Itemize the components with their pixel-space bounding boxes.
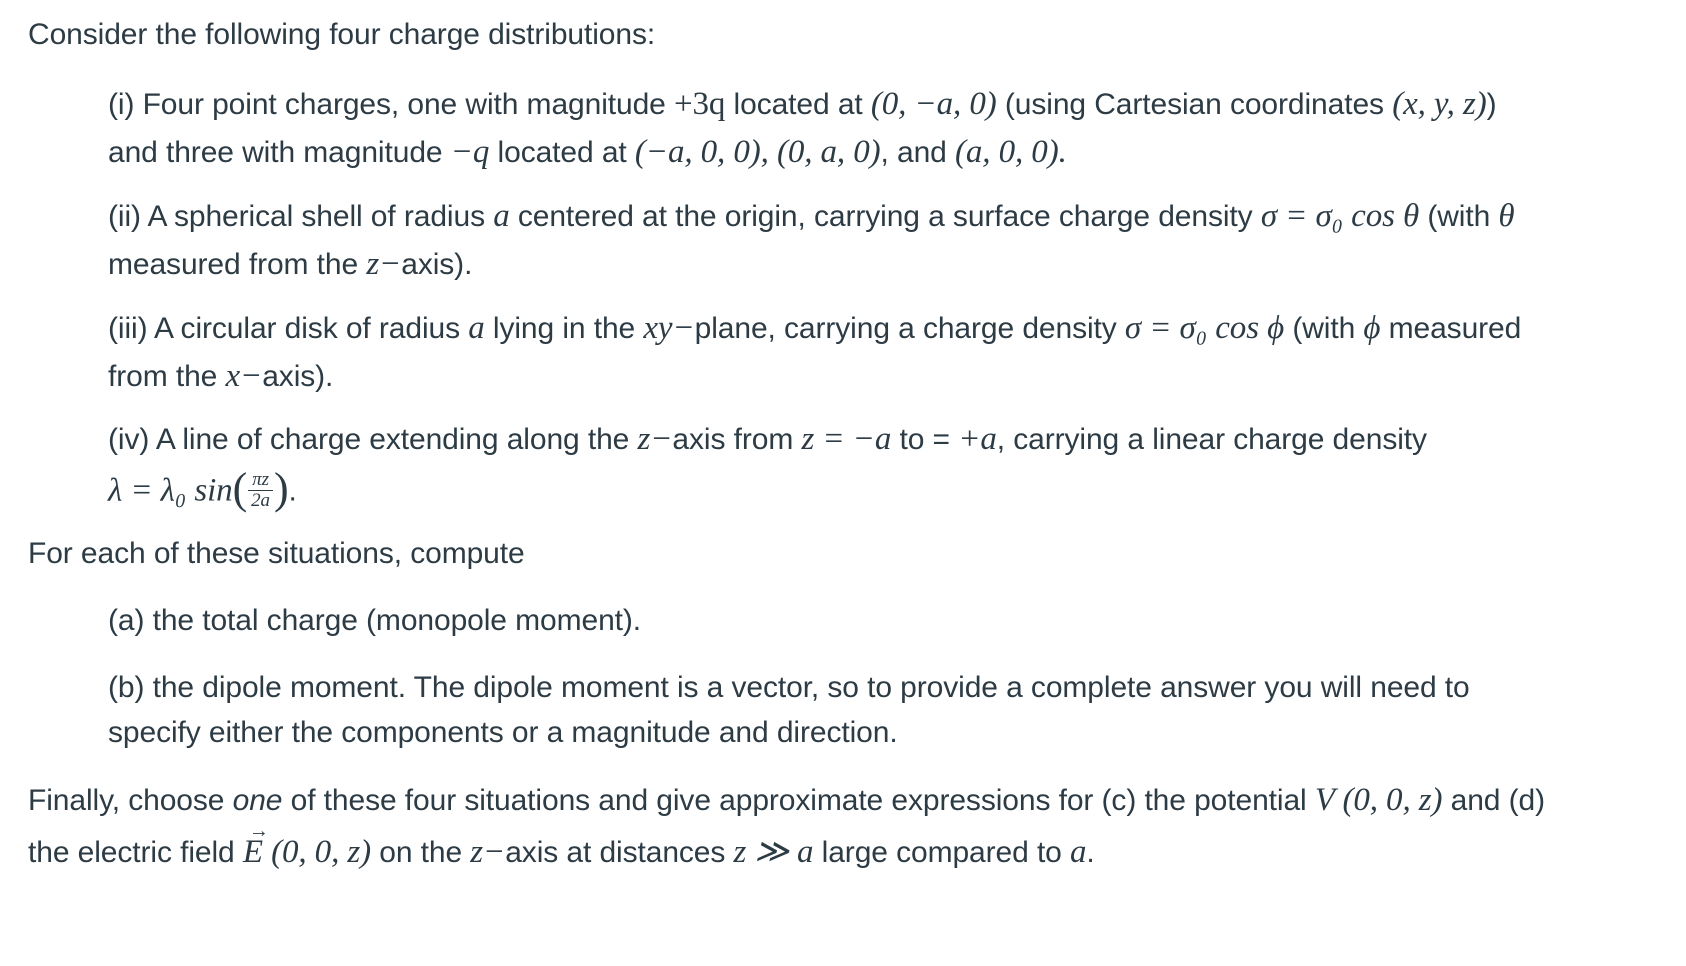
math-expression: a (468, 310, 485, 346)
item-iii-line-1 (108, 310, 1521, 358)
item-iii-text: measured (1380, 312, 1522, 345)
item-iii-text: (iii) A circular disk of radius (108, 312, 469, 345)
item-i-text: (i) Four point charges, one with magnitude (108, 88, 674, 121)
item-i-text: ) (1486, 88, 1497, 121)
vector-arrow-icon: → (248, 820, 269, 842)
item-iii (108, 310, 1521, 395)
item-ii-text: measured from the (108, 248, 367, 281)
final-paragraph (28, 782, 1545, 871)
vector-e (242, 820, 269, 871)
math-expression: +a (958, 421, 997, 457)
item-iii-text: from the (108, 360, 226, 393)
math-expression: +3q (674, 86, 726, 122)
math-expression: xy− (643, 310, 695, 346)
compute-intro-text: For each of these situations, compute (28, 537, 525, 570)
right-paren: ) (273, 464, 289, 513)
math-expression: V (0, 0, z) (1314, 782, 1443, 818)
fraction (248, 470, 273, 511)
math-expression: σ = σ₀ cos ϕ (1124, 310, 1285, 346)
math-expression: (0, 0, z) (262, 834, 372, 870)
math-expression: σ = σ₀ cos θ (1260, 198, 1420, 234)
final-text: axis at distances (505, 836, 734, 869)
final-text: . (1086, 836, 1095, 869)
final-text: on the (371, 836, 471, 869)
fraction-numerator: πz (248, 470, 273, 491)
left-paren: ( (232, 464, 248, 513)
item-i-line-2 (108, 134, 1496, 171)
emphasis-text: one (232, 784, 283, 817)
math-expression: z− (366, 246, 402, 282)
item-ii-text: centered at the origin, carrying a surface charge density (509, 200, 1261, 233)
item-iv-text: to = (891, 423, 959, 456)
final-text: of these four situations and give approximate expressions for (c) the potential (282, 784, 1315, 817)
item-ii (108, 198, 1515, 283)
math-expression: x− (225, 358, 263, 394)
item-ii-text: axis). (401, 248, 473, 281)
math-expression: ϕ (1363, 310, 1381, 346)
item-i (108, 86, 1496, 171)
item-i-text: located at (489, 136, 635, 169)
item-iv-text: (iv) A line of charge extending along the (108, 423, 638, 456)
item-iv-line-2 (108, 464, 1427, 518)
item-ii-text: (ii) A spherical shell of radius (108, 200, 494, 233)
item-iii-line-2 (108, 358, 1521, 395)
item-iii-text: plane, carrying a charge density (694, 312, 1125, 345)
item-i-text: located at (725, 88, 871, 121)
item-i-text: and three with magnitude (108, 136, 451, 169)
final-text: Finally, choose (28, 784, 233, 817)
item-iv-line-1 (108, 421, 1427, 467)
math-expression: λ = λ₀ sin (108, 472, 233, 509)
item-ii-line-2 (108, 246, 1515, 283)
math-expression: z− (637, 421, 673, 457)
math-expression: a (1070, 834, 1087, 870)
item-iv-text: , carrying a linear charge density (996, 423, 1427, 456)
item-iii-text: axis). (262, 360, 334, 393)
math-expression: (−a, 0, 0), (0, a, 0) (634, 134, 881, 170)
part-a-text: (a) the total charge (monopole moment). (108, 604, 642, 637)
item-i-text: , and (880, 136, 955, 169)
part-b (108, 671, 1470, 750)
final-text: the electric field (28, 836, 243, 869)
math-expression: z ≫ a (733, 834, 814, 870)
intro-text: Consider the following four charge distributions: (28, 18, 656, 51)
math-expression: −q (450, 134, 490, 170)
final-text: large compared to (813, 836, 1070, 869)
part-b-line-1: (b) the dipole moment. The dipole moment is a vector, so to provide a complete answer you will need to (108, 671, 1470, 704)
math-expression: E (242, 834, 263, 870)
math-expression: a (493, 198, 510, 234)
math-expression: z = −a (801, 421, 892, 457)
part-b-line-2: specify either the components or a magnitude and direction. (108, 716, 898, 749)
item-ii-text: (with (1419, 200, 1499, 233)
math-expression: (x, y, z) (1392, 86, 1487, 122)
math-expression: (0, −a, 0) (870, 86, 997, 122)
item-iv (108, 421, 1427, 518)
final-line-2 (28, 820, 1545, 871)
item-iii-text: (with (1284, 312, 1364, 345)
item-iv-text: . (288, 474, 297, 508)
item-ii-line-1 (108, 198, 1515, 246)
item-i-text: (using Cartesian coordinates (996, 88, 1393, 121)
fraction-denominator: 2a (251, 490, 270, 511)
math-expression: θ (1498, 198, 1515, 234)
item-i-line-1 (108, 86, 1496, 134)
final-text: and (d) (1442, 784, 1545, 817)
math-expression: z− (470, 834, 506, 870)
item-iv-text: axis from (672, 423, 802, 456)
math-expression: (a, 0, 0). (955, 134, 1067, 170)
item-iii-text: lying in the (484, 312, 644, 345)
